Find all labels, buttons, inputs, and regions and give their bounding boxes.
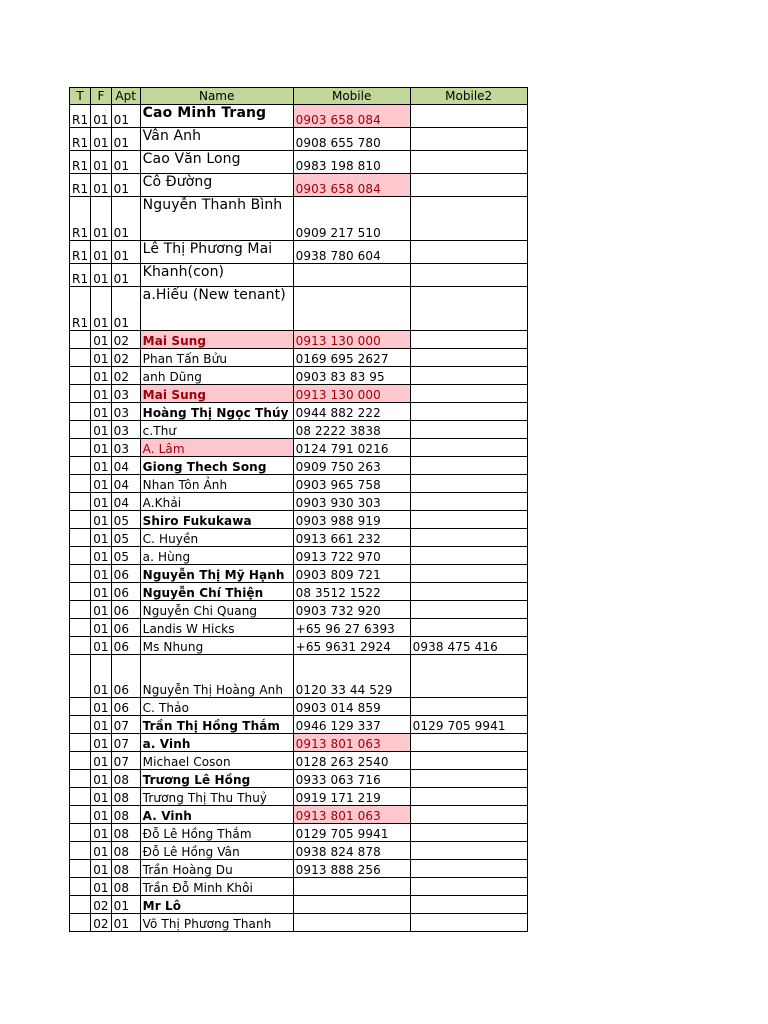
cell-f: 01: [91, 601, 111, 619]
cell-apt: 08: [111, 806, 140, 824]
cell-mobile: [293, 264, 410, 287]
table-row: [70, 842, 528, 860]
cell-t: R1: [70, 174, 91, 197]
cell-apt: 05: [111, 511, 140, 529]
cell-mobile2: [410, 475, 527, 493]
cell-name: Landis W Hicks: [140, 619, 293, 637]
cell-apt: 06: [111, 565, 140, 583]
cell-t: [70, 475, 91, 493]
table-row: [70, 264, 528, 287]
cell-mobile: 0938 780 604: [293, 241, 410, 264]
cell-mobile2: [410, 331, 527, 349]
table-row: [70, 824, 528, 842]
cell-t: [70, 421, 91, 439]
table-row: [70, 174, 528, 197]
table-row: [70, 403, 528, 421]
cell-mobile: +65 9631 2924: [293, 637, 410, 655]
cell-mobile2: [410, 734, 527, 752]
cell-mobile: 0938 824 878: [293, 842, 410, 860]
table-row: [70, 734, 528, 752]
cell-mobile2: [410, 287, 527, 331]
cell-name: Nguyễn Chi Quang: [140, 601, 293, 619]
cell-f: 01: [91, 403, 111, 421]
table-row: [70, 806, 528, 824]
cell-mobile2: [410, 806, 527, 824]
table-row: [70, 655, 528, 698]
cell-t: [70, 824, 91, 842]
cell-mobile2: [410, 174, 527, 197]
cell-mobile: 0913 722 970: [293, 547, 410, 565]
cell-f: 01: [91, 529, 111, 547]
cell-t: [70, 914, 91, 932]
cell-apt: 04: [111, 457, 140, 475]
table-row: [70, 698, 528, 716]
cell-mobile: 0909 750 263: [293, 457, 410, 475]
table-row: [70, 105, 528, 128]
cell-mobile2: [410, 457, 527, 475]
cell-mobile2: [410, 241, 527, 264]
cell-t: [70, 403, 91, 421]
cell-apt: 01: [111, 287, 140, 331]
cell-name: A. Lâm: [140, 439, 293, 457]
cell-f: 01: [91, 264, 111, 287]
cell-apt: 01: [111, 241, 140, 264]
cell-name: Trần Đỗ Minh Khôi: [140, 878, 293, 896]
cell-mobile: 0903 658 084: [293, 174, 410, 197]
cell-t: [70, 331, 91, 349]
cell-mobile: 0913 130 000: [293, 385, 410, 403]
cell-f: 01: [91, 493, 111, 511]
cell-f: 01: [91, 128, 111, 151]
cell-name: Nguyễn Thanh Bình: [140, 197, 293, 241]
cell-f: 01: [91, 752, 111, 770]
cell-f: 01: [91, 174, 111, 197]
cell-name: Cao Văn Long: [140, 151, 293, 174]
cell-mobile: 0919 171 219: [293, 788, 410, 806]
cell-t: [70, 601, 91, 619]
cell-mobile2: [410, 128, 527, 151]
cell-f: 01: [91, 619, 111, 637]
cell-f: 01: [91, 734, 111, 752]
cell-apt: 03: [111, 421, 140, 439]
cell-name: Võ Thị Phương Thanh: [140, 914, 293, 932]
cell-name: Nhan Tôn Ảnh: [140, 475, 293, 493]
cell-f: 01: [91, 511, 111, 529]
cell-name: Giong Thech Song: [140, 457, 293, 475]
cell-f: 01: [91, 806, 111, 824]
cell-apt: 08: [111, 860, 140, 878]
cell-mobile: [293, 896, 410, 914]
cell-t: [70, 547, 91, 565]
cell-apt: 01: [111, 174, 140, 197]
cell-f: 01: [91, 475, 111, 493]
cell-mobile2: [410, 878, 527, 896]
cell-apt: 08: [111, 770, 140, 788]
cell-apt: 04: [111, 493, 140, 511]
cell-name: Lê Thị Phương Mai: [140, 241, 293, 264]
cell-mobile2: [410, 896, 527, 914]
header-name: Name: [140, 88, 293, 105]
cell-apt: 03: [111, 439, 140, 457]
cell-mobile2: [410, 493, 527, 511]
cell-t: [70, 637, 91, 655]
table-row: [70, 197, 528, 241]
cell-mobile2: [410, 788, 527, 806]
cell-mobile: 0946 129 337: [293, 716, 410, 734]
cell-t: R1: [70, 105, 91, 128]
cell-name: Trần Hoàng Du: [140, 860, 293, 878]
cell-mobile2: [410, 752, 527, 770]
cell-mobile2: [410, 583, 527, 601]
cell-t: [70, 655, 91, 698]
cell-mobile: 0909 217 510: [293, 197, 410, 241]
cell-f: 02: [91, 914, 111, 932]
cell-f: 01: [91, 197, 111, 241]
cell-apt: 03: [111, 403, 140, 421]
cell-apt: 07: [111, 716, 140, 734]
cell-name: Cô Đường: [140, 174, 293, 197]
header-row: [70, 88, 528, 105]
cell-mobile2: [410, 619, 527, 637]
cell-t: [70, 698, 91, 716]
cell-t: [70, 716, 91, 734]
cell-mobile: 0128 263 2540: [293, 752, 410, 770]
cell-mobile2: [410, 655, 527, 698]
cell-f: 01: [91, 824, 111, 842]
cell-apt: 01: [111, 151, 140, 174]
cell-name: Mr Lô: [140, 896, 293, 914]
cell-f: 01: [91, 385, 111, 403]
cell-apt: 08: [111, 842, 140, 860]
table-row: [70, 896, 528, 914]
header-mobile2: Mobile2: [410, 88, 527, 105]
cell-mobile2: 0938 475 416: [410, 637, 527, 655]
table-body: [70, 105, 528, 932]
cell-apt: 06: [111, 583, 140, 601]
cell-name: Vân Anh: [140, 128, 293, 151]
table-row: [70, 439, 528, 457]
cell-name: Đỗ Lê Hồng Thắm: [140, 824, 293, 842]
cell-name: A.Khải: [140, 493, 293, 511]
cell-name: Nguyễn Chí Thiện: [140, 583, 293, 601]
cell-apt: 01: [111, 264, 140, 287]
cell-name: C. Huyền: [140, 529, 293, 547]
cell-t: R1: [70, 197, 91, 241]
cell-mobile: 0913 801 063: [293, 734, 410, 752]
cell-mobile2: [410, 264, 527, 287]
cell-name: Hoàng Thị Ngọc Thúy: [140, 403, 293, 421]
cell-mobile: +65 96 27 6393: [293, 619, 410, 637]
table-row: [70, 716, 528, 734]
table-row: [70, 547, 528, 565]
cell-f: 01: [91, 770, 111, 788]
cell-mobile2: [410, 511, 527, 529]
cell-apt: 08: [111, 824, 140, 842]
table-row: [70, 860, 528, 878]
cell-mobile: 0129 705 9941: [293, 824, 410, 842]
cell-f: 01: [91, 637, 111, 655]
table-row: [70, 349, 528, 367]
cell-mobile: 0903 988 919: [293, 511, 410, 529]
cell-mobile2: [410, 914, 527, 932]
cell-f: 01: [91, 565, 111, 583]
cell-t: R1: [70, 128, 91, 151]
cell-apt: 08: [111, 788, 140, 806]
cell-mobile: 0903 658 084: [293, 105, 410, 128]
cell-f: 01: [91, 331, 111, 349]
cell-apt: 07: [111, 752, 140, 770]
cell-name: Trương Lê Hồng: [140, 770, 293, 788]
cell-name: Đỗ Lê Hồng Vân: [140, 842, 293, 860]
cell-name: a. Vinh: [140, 734, 293, 752]
cell-t: R1: [70, 287, 91, 331]
cell-mobile: 0983 198 810: [293, 151, 410, 174]
cell-apt: 06: [111, 619, 140, 637]
header-mobile: Mobile: [293, 88, 410, 105]
table-row: [70, 511, 528, 529]
cell-name: Shiro Fukukawa: [140, 511, 293, 529]
cell-t: [70, 878, 91, 896]
cell-mobile: 0169 695 2627: [293, 349, 410, 367]
cell-mobile: 0913 801 063: [293, 806, 410, 824]
cell-name: A. Vinh: [140, 806, 293, 824]
cell-name: Mai Sung: [140, 385, 293, 403]
cell-apt: 01: [111, 197, 140, 241]
cell-apt: 02: [111, 331, 140, 349]
cell-mobile: [293, 287, 410, 331]
cell-mobile: 0903 965 758: [293, 475, 410, 493]
table-row: [70, 367, 528, 385]
table-row: [70, 475, 528, 493]
cell-f: 01: [91, 716, 111, 734]
cell-mobile: 0933 063 716: [293, 770, 410, 788]
cell-t: [70, 493, 91, 511]
cell-f: 01: [91, 105, 111, 128]
cell-apt: 06: [111, 698, 140, 716]
cell-f: 01: [91, 698, 111, 716]
table-row: [70, 421, 528, 439]
cell-name: Nguyễn Thị Mỹ Hạnh: [140, 565, 293, 583]
cell-apt: 01: [111, 914, 140, 932]
cell-t: [70, 734, 91, 752]
cell-t: [70, 385, 91, 403]
cell-mobile2: 0129 705 9941: [410, 716, 527, 734]
cell-mobile2: [410, 770, 527, 788]
cell-t: [70, 583, 91, 601]
table-row: [70, 151, 528, 174]
cell-mobile: 0903 83 83 95: [293, 367, 410, 385]
cell-apt: 05: [111, 529, 140, 547]
cell-f: 01: [91, 241, 111, 264]
cell-t: [70, 457, 91, 475]
table-row: [70, 878, 528, 896]
cell-mobile: 0913 661 232: [293, 529, 410, 547]
cell-mobile: [293, 914, 410, 932]
cell-apt: 01: [111, 105, 140, 128]
cell-t: [70, 806, 91, 824]
cell-mobile2: [410, 842, 527, 860]
header-f: F: [91, 88, 111, 105]
cell-f: 01: [91, 878, 111, 896]
cell-mobile2: [410, 421, 527, 439]
table-row: [70, 601, 528, 619]
table-row: [70, 770, 528, 788]
table-row: [70, 583, 528, 601]
cell-t: [70, 619, 91, 637]
cell-mobile: 0913 130 000: [293, 331, 410, 349]
cell-apt: 06: [111, 655, 140, 698]
table-row: [70, 385, 528, 403]
cell-name: a.Hiếu (New tenant): [140, 287, 293, 331]
cell-name: Khanh(con): [140, 264, 293, 287]
cell-apt: 08: [111, 878, 140, 896]
cell-t: [70, 529, 91, 547]
cell-t: R1: [70, 151, 91, 174]
header-t: T: [70, 88, 91, 105]
table-row: [70, 752, 528, 770]
contact-table: [69, 87, 528, 932]
cell-mobile2: [410, 547, 527, 565]
cell-t: [70, 565, 91, 583]
cell-t: [70, 439, 91, 457]
cell-mobile2: [410, 565, 527, 583]
table-row: [70, 331, 528, 349]
table-row: [70, 637, 528, 655]
cell-f: 01: [91, 860, 111, 878]
cell-f: 01: [91, 583, 111, 601]
cell-apt: 07: [111, 734, 140, 752]
cell-mobile: 08 3512 1522: [293, 583, 410, 601]
cell-f: 01: [91, 788, 111, 806]
cell-mobile: 0908 655 780: [293, 128, 410, 151]
cell-mobile: 0903 014 859: [293, 698, 410, 716]
table-row: [70, 565, 528, 583]
cell-t: [70, 752, 91, 770]
cell-apt: 04: [111, 475, 140, 493]
table-row: [70, 287, 528, 331]
cell-t: [70, 896, 91, 914]
cell-name: a. Hùng: [140, 547, 293, 565]
cell-name: Ms Nhung: [140, 637, 293, 655]
cell-mobile2: [410, 860, 527, 878]
cell-mobile2: [410, 698, 527, 716]
cell-mobile: 0944 882 222: [293, 403, 410, 421]
cell-apt: 01: [111, 896, 140, 914]
cell-mobile: 0124 791 0216: [293, 439, 410, 457]
cell-mobile2: [410, 197, 527, 241]
cell-f: 01: [91, 287, 111, 331]
cell-t: [70, 842, 91, 860]
cell-mobile2: [410, 367, 527, 385]
cell-name: Nguyễn Thị Hoàng Anh: [140, 655, 293, 698]
cell-f: 01: [91, 367, 111, 385]
cell-t: R1: [70, 264, 91, 287]
cell-f: 01: [91, 349, 111, 367]
cell-name: C. Thảo: [140, 698, 293, 716]
cell-mobile2: [410, 349, 527, 367]
table-row: [70, 128, 528, 151]
cell-name: c.Thư: [140, 421, 293, 439]
cell-f: 01: [91, 421, 111, 439]
header-apt: Apt: [111, 88, 140, 105]
cell-f: 01: [91, 457, 111, 475]
cell-mobile2: [410, 385, 527, 403]
cell-mobile: [293, 878, 410, 896]
cell-mobile: 0120 33 44 529: [293, 655, 410, 698]
cell-name: Trương Thị Thu Thuỷ: [140, 788, 293, 806]
table-row: [70, 914, 528, 932]
table-row: [70, 241, 528, 264]
cell-apt: 05: [111, 547, 140, 565]
cell-name: anh Dũng: [140, 367, 293, 385]
cell-f: 01: [91, 842, 111, 860]
table-row: [70, 788, 528, 806]
cell-t: [70, 788, 91, 806]
cell-mobile2: [410, 824, 527, 842]
cell-t: [70, 770, 91, 788]
cell-mobile: 08 2222 3838: [293, 421, 410, 439]
cell-mobile: 0903 930 303: [293, 493, 410, 511]
cell-mobile: 0913 888 256: [293, 860, 410, 878]
cell-name: Cao Minh Trang: [140, 105, 293, 128]
cell-t: [70, 511, 91, 529]
cell-t: [70, 860, 91, 878]
cell-f: 01: [91, 439, 111, 457]
cell-mobile: 0903 732 920: [293, 601, 410, 619]
cell-f: 02: [91, 896, 111, 914]
cell-mobile2: [410, 403, 527, 421]
cell-name: Mai Sung: [140, 331, 293, 349]
table-row: [70, 493, 528, 511]
cell-t: [70, 349, 91, 367]
cell-apt: 06: [111, 601, 140, 619]
cell-f: 01: [91, 655, 111, 698]
cell-mobile2: [410, 601, 527, 619]
cell-t: R1: [70, 241, 91, 264]
cell-f: 01: [91, 547, 111, 565]
cell-name: Phan Tấn Bửu: [140, 349, 293, 367]
cell-mobile2: [410, 105, 527, 128]
cell-mobile2: [410, 151, 527, 174]
cell-t: [70, 367, 91, 385]
table-row: [70, 529, 528, 547]
table-row: [70, 619, 528, 637]
cell-apt: 02: [111, 367, 140, 385]
cell-name: Trần Thị Hồng Thắm: [140, 716, 293, 734]
cell-name: Michael Coson: [140, 752, 293, 770]
cell-apt: 06: [111, 637, 140, 655]
cell-f: 01: [91, 151, 111, 174]
cell-mobile2: [410, 439, 527, 457]
cell-mobile: 0903 809 721: [293, 565, 410, 583]
cell-mobile2: [410, 529, 527, 547]
cell-apt: 01: [111, 128, 140, 151]
cell-apt: 02: [111, 349, 140, 367]
table-row: [70, 457, 528, 475]
cell-apt: 03: [111, 385, 140, 403]
